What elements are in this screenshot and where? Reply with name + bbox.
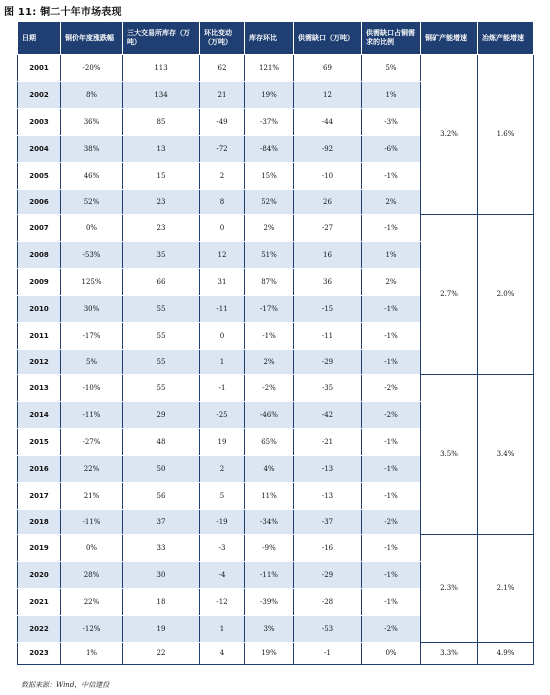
year-cell: 2016 (18, 456, 61, 483)
supply-gap-cell: 12 (294, 82, 362, 109)
inventory-change-cell: 62 (200, 55, 245, 82)
price-change-cell: 38% (61, 136, 123, 163)
inventory-cell: 13 (123, 136, 200, 163)
inventory-change-cell: 1 (200, 616, 245, 643)
inventory-ratio-cell: 19% (245, 643, 294, 665)
gap-share-cell: 2% (362, 190, 421, 215)
mine-growth-cell: 3.5% (421, 375, 478, 535)
gap-share-cell: 1% (362, 242, 421, 269)
year-cell: 2020 (18, 562, 61, 589)
inventory-change-cell: 5 (200, 483, 245, 510)
col-header-gap-share: 供需缺口占铜需求的比例 (362, 22, 421, 55)
inventory-cell: 50 (123, 456, 200, 483)
price-change-cell: 22% (61, 456, 123, 483)
inventory-ratio-cell: -9% (245, 535, 294, 562)
supply-gap-cell: 69 (294, 55, 362, 82)
inventory-change-cell: -25 (200, 402, 245, 429)
inventory-change-cell: -72 (200, 136, 245, 163)
mine-growth-cell: 2.3% (421, 535, 478, 643)
gap-share-cell: -1% (362, 562, 421, 589)
supply-gap-cell: -42 (294, 402, 362, 429)
inventory-cell: 30 (123, 562, 200, 589)
inventory-cell: 134 (123, 82, 200, 109)
gap-share-cell: -2% (362, 375, 421, 402)
inventory-ratio-cell: -84% (245, 136, 294, 163)
inventory-ratio-cell: 2% (245, 215, 294, 242)
year-cell: 2023 (18, 643, 61, 665)
table-row (18, 643, 534, 665)
gap-share-cell: -1% (362, 429, 421, 456)
inventory-change-cell: 19 (200, 429, 245, 456)
col-header-smelt-growth: 冶炼产能增速 (478, 22, 534, 55)
gap-share-cell: 5% (362, 55, 421, 82)
gap-share-cell: -1% (362, 296, 421, 323)
smelt-growth-cell: 3.4% (478, 375, 534, 535)
inventory-change-cell: 0 (200, 323, 245, 350)
gap-share-cell: -1% (362, 589, 421, 616)
inventory-ratio-cell: -37% (245, 109, 294, 136)
gap-share-cell: 2% (362, 269, 421, 296)
gap-share-cell: -3% (362, 109, 421, 136)
inventory-cell: 55 (123, 375, 200, 402)
supply-gap-cell: -29 (294, 350, 362, 375)
inventory-change-cell: -12 (200, 589, 245, 616)
smelt-growth-cell: 1.6% (478, 55, 534, 215)
inventory-ratio-cell: 11% (245, 483, 294, 510)
inventory-change-cell: 2 (200, 163, 245, 190)
inventory-change-cell: 8 (200, 190, 245, 215)
inventory-change-cell: 2 (200, 456, 245, 483)
supply-gap-cell: 26 (294, 190, 362, 215)
supply-gap-cell: -13 (294, 483, 362, 510)
inventory-ratio-cell: -2% (245, 375, 294, 402)
inventory-ratio-cell: 2% (245, 350, 294, 375)
inventory-change-cell: 4 (200, 643, 245, 665)
col-header-inventory: 三大交易所库存（万吨） (123, 22, 200, 55)
inventory-change-cell: -11 (200, 296, 245, 323)
inventory-ratio-cell: -1% (245, 323, 294, 350)
inventory-ratio-cell: -17% (245, 296, 294, 323)
inventory-ratio-cell: 4% (245, 456, 294, 483)
gap-share-cell: -1% (362, 215, 421, 242)
col-header-date: 日期 (18, 22, 61, 55)
year-cell: 2008 (18, 242, 61, 269)
supply-gap-cell: -37 (294, 510, 362, 535)
source-note: 数据来源：Wind，中信建投 (21, 681, 110, 689)
col-header-mine-growth: 铜矿产能增速 (421, 22, 478, 55)
smelt-growth-cell: 2.1% (478, 535, 534, 643)
year-cell: 2022 (18, 616, 61, 643)
inventory-change-cell: 31 (200, 269, 245, 296)
year-cell: 2006 (18, 190, 61, 215)
year-cell: 2021 (18, 589, 61, 616)
price-change-cell: -11% (61, 402, 123, 429)
smelt-growth-cell: 4.9% (478, 643, 534, 665)
inventory-cell: 37 (123, 510, 200, 535)
inventory-ratio-cell: -46% (245, 402, 294, 429)
gap-share-cell: -2% (362, 510, 421, 535)
price-change-cell: -10% (61, 375, 123, 402)
col-header-price-change: 铜价年度涨跌幅 (61, 22, 123, 55)
smelt-growth-cell: 2.0% (478, 215, 534, 375)
inventory-cell: 55 (123, 296, 200, 323)
price-change-cell: 21% (61, 483, 123, 510)
table-row (18, 215, 534, 242)
table-row (18, 375, 534, 402)
supply-gap-cell: -44 (294, 109, 362, 136)
table-row (18, 55, 534, 82)
supply-gap-cell: 36 (294, 269, 362, 296)
inventory-cell: 48 (123, 429, 200, 456)
year-cell: 2015 (18, 429, 61, 456)
year-cell: 2004 (18, 136, 61, 163)
supply-gap-cell: -10 (294, 163, 362, 190)
inventory-cell: 56 (123, 483, 200, 510)
price-change-cell: 46% (61, 163, 123, 190)
inventory-cell: 113 (123, 55, 200, 82)
supply-gap-cell: -11 (294, 323, 362, 350)
supply-gap-cell: -13 (294, 456, 362, 483)
mine-growth-cell: 3.3% (421, 643, 478, 665)
year-cell: 2014 (18, 402, 61, 429)
gap-share-cell: -1% (362, 350, 421, 375)
inventory-ratio-cell: 87% (245, 269, 294, 296)
gap-share-cell: -1% (362, 483, 421, 510)
year-cell: 2002 (18, 82, 61, 109)
inventory-cell: 18 (123, 589, 200, 616)
gap-share-cell: -1% (362, 535, 421, 562)
table-row (18, 535, 534, 562)
price-change-cell: -17% (61, 323, 123, 350)
price-change-cell: 8% (61, 82, 123, 109)
year-cell: 2013 (18, 375, 61, 402)
inventory-change-cell: -19 (200, 510, 245, 535)
header-row (18, 22, 534, 55)
inventory-cell: 35 (123, 242, 200, 269)
gap-share-cell: 0% (362, 643, 421, 665)
inventory-cell: 85 (123, 109, 200, 136)
price-change-cell: -27% (61, 429, 123, 456)
price-change-cell: -53% (61, 242, 123, 269)
supply-gap-cell: -35 (294, 375, 362, 402)
copper-market-table (17, 21, 534, 665)
inventory-ratio-cell: 52% (245, 190, 294, 215)
year-cell: 2012 (18, 350, 61, 375)
gap-share-cell: -1% (362, 456, 421, 483)
inventory-change-cell: 12 (200, 242, 245, 269)
gap-share-cell: -6% (362, 136, 421, 163)
year-cell: 2007 (18, 215, 61, 242)
col-header-supply-gap: 供需缺口（万吨） (294, 22, 362, 55)
inventory-cell: 55 (123, 323, 200, 350)
inventory-cell: 15 (123, 163, 200, 190)
col-header-inventory-ratio: 库存环比 (245, 22, 294, 55)
mine-growth-cell: 3.2% (421, 55, 478, 215)
inventory-ratio-cell: -39% (245, 589, 294, 616)
figure-title: 图 11: 铜二十年市场表现 (4, 7, 122, 18)
price-change-cell: -12% (61, 616, 123, 643)
price-change-cell: 5% (61, 350, 123, 375)
gap-share-cell: -2% (362, 616, 421, 643)
inventory-cell: 23 (123, 215, 200, 242)
year-cell: 2011 (18, 323, 61, 350)
supply-gap-cell: -28 (294, 589, 362, 616)
year-cell: 2019 (18, 535, 61, 562)
supply-gap-cell: -53 (294, 616, 362, 643)
price-change-cell: 52% (61, 190, 123, 215)
inventory-cell: 33 (123, 535, 200, 562)
inventory-ratio-cell: -11% (245, 562, 294, 589)
supply-gap-cell: 16 (294, 242, 362, 269)
price-change-cell: -20% (61, 55, 123, 82)
inventory-ratio-cell: 15% (245, 163, 294, 190)
inventory-ratio-cell: 3% (245, 616, 294, 643)
inventory-cell: 55 (123, 350, 200, 375)
gap-share-cell: -1% (362, 163, 421, 190)
year-cell: 2003 (18, 109, 61, 136)
price-change-cell: 36% (61, 109, 123, 136)
supply-gap-cell: -15 (294, 296, 362, 323)
mine-growth-cell: 2.7% (421, 215, 478, 375)
year-cell: 2010 (18, 296, 61, 323)
year-cell: 2017 (18, 483, 61, 510)
price-change-cell: 28% (61, 562, 123, 589)
inventory-ratio-cell: -34% (245, 510, 294, 535)
price-change-cell: 30% (61, 296, 123, 323)
inventory-change-cell: 0 (200, 215, 245, 242)
supply-gap-cell: -16 (294, 535, 362, 562)
inventory-change-cell: 1 (200, 350, 245, 375)
inventory-change-cell: -4 (200, 562, 245, 589)
inventory-cell: 23 (123, 190, 200, 215)
price-change-cell: 1% (61, 643, 123, 665)
supply-gap-cell: -92 (294, 136, 362, 163)
inventory-change-cell: 21 (200, 82, 245, 109)
inventory-cell: 29 (123, 402, 200, 429)
supply-gap-cell: -27 (294, 215, 362, 242)
gap-share-cell: -2% (362, 402, 421, 429)
price-change-cell: 0% (61, 215, 123, 242)
year-cell: 2001 (18, 55, 61, 82)
year-cell: 2018 (18, 510, 61, 535)
price-change-cell: 0% (61, 535, 123, 562)
year-cell: 2009 (18, 269, 61, 296)
price-change-cell: 125% (61, 269, 123, 296)
gap-share-cell: -1% (362, 323, 421, 350)
year-cell: 2005 (18, 163, 61, 190)
supply-gap-cell: -1 (294, 643, 362, 665)
col-header-inventory-change: 环比变动（万吨） (200, 22, 245, 55)
inventory-change-cell: -1 (200, 375, 245, 402)
price-change-cell: -11% (61, 510, 123, 535)
inventory-ratio-cell: 19% (245, 82, 294, 109)
gap-share-cell: 1% (362, 82, 421, 109)
inventory-cell: 22 (123, 643, 200, 665)
inventory-ratio-cell: 65% (245, 429, 294, 456)
supply-gap-cell: -21 (294, 429, 362, 456)
supply-gap-cell: -29 (294, 562, 362, 589)
inventory-ratio-cell: 121% (245, 55, 294, 82)
inventory-change-cell: -3 (200, 535, 245, 562)
inventory-ratio-cell: 51% (245, 242, 294, 269)
inventory-cell: 19 (123, 616, 200, 643)
inventory-cell: 66 (123, 269, 200, 296)
inventory-change-cell: -49 (200, 109, 245, 136)
price-change-cell: 22% (61, 589, 123, 616)
